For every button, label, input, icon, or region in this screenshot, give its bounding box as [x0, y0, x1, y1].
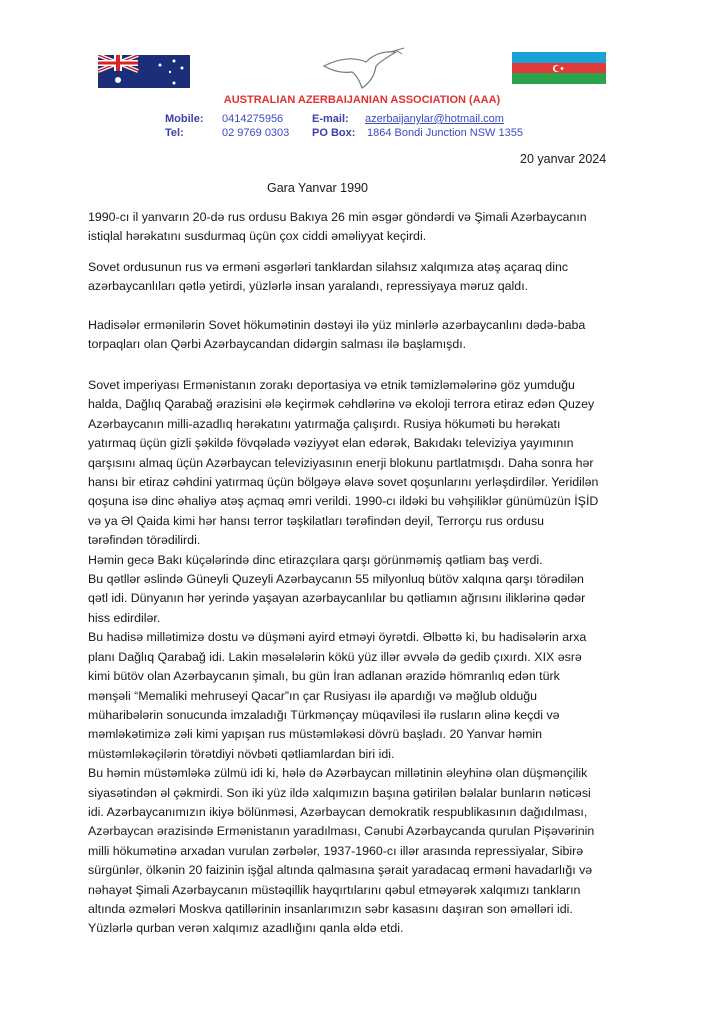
organization-name: AUSTRALIAN AZERBAIJANIAN ASSOCIATION (AAA) — [223, 94, 501, 106]
paragraph — [88, 258, 568, 297]
email-label: E-mail: — [312, 113, 349, 125]
text-line: istiqlal hərəkatını susdurmaq üçün çox ciddi əməliyyat keçirdi. — [88, 229, 427, 244]
text-line: məmləkətimizə zəli kimi yapışan rus müstəmləkəsi dövrü başladı. 20 Yanvar həmin — [88, 727, 543, 742]
text-line: nəhayət Şimali Azərbaycanın müstəqillik hayqırtılarını qəbul etməyərək xalqımızı tankların — [88, 882, 581, 897]
text-line: sürgünlər, ölkənin 20 faizinin işğal altında qalmasına şərait yaradacaq erməni havadarlığı və — [88, 863, 593, 878]
text-line: altında əzmələri Moskva qatillərinin insanlarımızın səbr kasasını daşıran son əməlləri idi. — [88, 901, 573, 916]
text-line: tərəfindən törədilirdi. — [88, 533, 201, 548]
australian-flag — [98, 55, 190, 88]
text-line: qarşısını almaq üçün Azərbaycan televiziyasının enerji blokunu partlatmışdı. Daha sonra hər — [88, 455, 594, 470]
text-line: Azərbaycanın milli-azadlıq hərəkatını yatırmağa çalışırdı. Rusiya hökuməti bu hərəkatı — [88, 416, 561, 431]
text-line: müstəmləkəçilərin törətdiyi növbəti qətliamlardan biri idi. — [88, 746, 395, 761]
text-line: planı Dağlıq Qarabağ idi. Lakin məsələlərin kökü yüz illər əvvələ də gedib çıxırdı. XIX əsrə — [88, 649, 582, 664]
text-line: Bu həmin müstəmləkə zülmü idi ki, hələ də Azərbaycan millətinin əleyhinə olan düşmənçilik — [88, 766, 588, 781]
text-line: Bu qətllər əslində Güneyli Quzeyli Azərbaycanın 55 milyonluq bütöv xalqına qarşı törədilən — [88, 572, 584, 587]
mobile-label: Mobile: — [165, 113, 204, 125]
text-line: azərbaycanlıları qətlə yetirdi, yüzlərlə insan yaralandı, repressiyaya məruz qaldı. — [88, 279, 529, 294]
email-link[interactable]: azerbaijanylar@hotmail.com — [365, 113, 504, 125]
text-line: halda, Dağlıq Qarabağ ərazisini ələ keçirmək cəhdlərinə və ekoloji terrora etiraz edən Quzey — [88, 397, 595, 412]
text-line: Yüzlərlə qurban verən xalqımız azadlığını qanla əldə etdi. — [88, 921, 404, 936]
tel-label: Tel: — [165, 127, 184, 139]
text-line: torpaqları olan Qərbi Azərbaycandan didərgin salması ilə başlamışdı. — [88, 337, 467, 352]
text-line: mənşəli “Memaliki mehruseyi Qacar”ın çar Rusiyası ilə apardığı və məğlub olduğu — [88, 688, 538, 703]
document-title: Gara Yanvar 1990 — [267, 181, 368, 195]
text-line: müharibələrin sonucunda imzaladığı Türkmənçay müqaviləsi ilə rusların əlinə keçdi və — [88, 707, 560, 722]
text-line: hiss edirdilər. — [88, 610, 161, 625]
text-line: Bu hadisə millətimizə dostu və düşməni ayird etməyi öyrətdi. Əlbəttə ki, bu hadisələrin arxa — [88, 630, 587, 645]
text-line: siyasətindən əl çəkmirdi. Son iki yüz ildə xalqımızın başına gətirilən bəlalar bunların nəticəsi — [88, 785, 591, 800]
text-line: qətl idi. Dünyanın hər yerində yaşayan azərbaycanlılar bu qətliamın ağrısını iliklərinə qədər — [88, 591, 586, 606]
dove-logo — [318, 46, 410, 92]
pobox-address: 1864 Bondi Junction NSW 1355 — [367, 127, 523, 139]
azerbaijan-flag — [512, 52, 606, 84]
text-line: kimi bütöv olan Azərbaycanın şimalı, bu gün İran adlanan ərazidə hömranlıq edən türk — [88, 669, 560, 684]
text-line: Həmin gecə Bakı küçələrində dinc etirazçılara qarşı görünməmiş qətliam baş verdi. — [88, 552, 543, 567]
mobile-number: 0414275956 — [222, 113, 284, 125]
text-line: Azərbaycan ərazisində Ermənistanın yaradılması, Cənubi Azərbaycanda qurulan Pişəvərinin — [88, 824, 595, 839]
text-line: qoşuna isə dinc əhaliyə atəş açmaq əmri verildi. 1990-cı ildəki bu vəhşiliklər günümüzün İŞİD — [88, 494, 599, 509]
text-line: Sovet ordusunun rus və erməni əsgərləri tanklardan silahsız xalqımıza atəş açaraq dinc — [88, 260, 569, 274]
paragraph — [88, 376, 598, 939]
text-line: hansı bir etiraz cəhdini yatırmaq üçün bölgəyə əlavə sovet qoşunlarını yerləşdirdilər. Yeridilən — [88, 475, 599, 490]
text-line: Hadisələr ermənilərin Sovet hökumətinin dəstəyi ilə yüz minlərlə azərbaycanlını dədə-baba — [88, 318, 586, 332]
text-line: Sovet imperiyası Ermənistanın zorakı deportasiya və etnik təmizləmələrinə göz yumduğu — [88, 378, 575, 392]
document-date: 20 yanvar 2024 — [520, 152, 607, 166]
text-line: 1990-cı il yanvarın 20-də rus ordusu Bakıya 26 min əsgər göndərdi və Şimali Azərbaycanın — [88, 210, 587, 224]
text-line: və ya Əl Qaida kimi hər hansı terror təşkilatları tərəfindən deyil, Terrorçu rus ordusu — [88, 513, 545, 528]
tel-number: 02 9769 0303 — [222, 127, 290, 139]
text-line: idi. Azərbaycanımızın ikiyə bölünməsi, Azərbaycan demokratik respublikasının dağıdılması, — [88, 804, 588, 819]
text-line: milli hökumətinə arxadan vurulan zərbələr, 1937-1960-cı illər arasında repressiyalar, Sibirə — [88, 843, 584, 858]
pobox-label: PO Box: — [312, 127, 356, 139]
paragraph — [88, 208, 587, 247]
text-line: yatırmaq üçün gizli şəkildə fövqəladə vəziyyət elan edərək, Bakıdakı televiziya yayımının — [88, 436, 574, 451]
paragraph — [88, 316, 585, 355]
